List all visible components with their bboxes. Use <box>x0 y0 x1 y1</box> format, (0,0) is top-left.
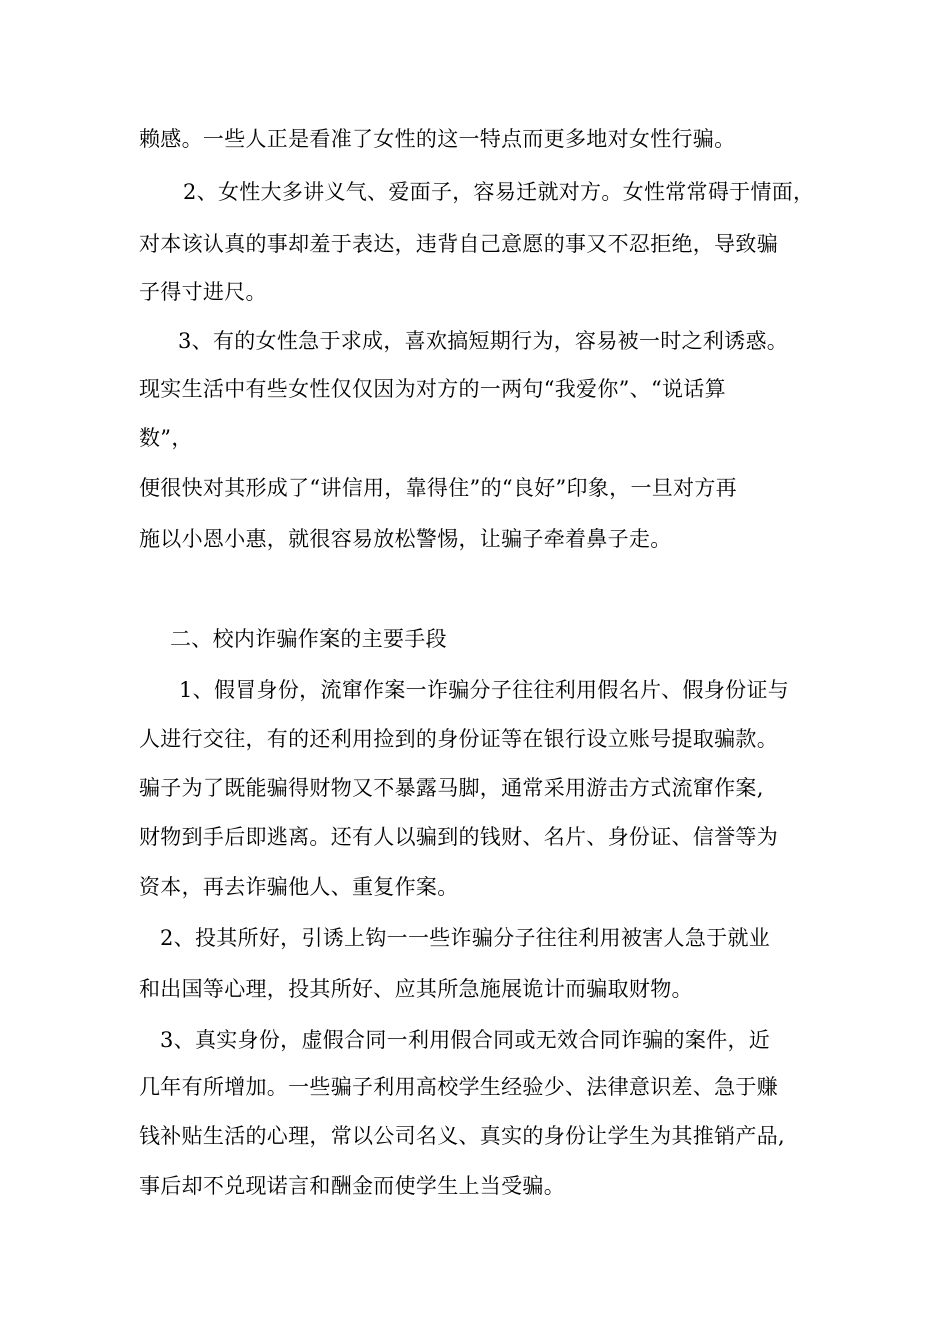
text-line-5: 3、有的女性急于求成，喜欢搞短期行为，容易被一时之利诱惑。 <box>178 329 789 353</box>
text-line-4: 子得寸进尺。 <box>139 280 267 304</box>
text-line-19: 几年有所增加。一些骗子利用高校学生经验少、法律意识差、急于赚 <box>139 1075 778 1099</box>
text-line-2: 2、女性大多讲义气、爱面子，容易迁就对方。女性常常碍于情面， <box>183 180 815 204</box>
text-line-13: 骗子为了既能骗得财物又不暴露马脚，通常采用游击方式流窜作案, <box>139 776 764 800</box>
text-line-1: 赖感。一些人正是看准了女性的这一特点而更多地对女性行骗。 <box>139 127 736 151</box>
text-line-15: 资本，再去诈骗他人、重复作案。 <box>139 875 459 899</box>
text-line-11: 1、假冒身份，流窜作案一诈骗分子往往利用假名片、假身份证与 <box>179 678 790 702</box>
text-line-16: 2、投其所好，引诱上钩一一些诈骗分子往往利用被害人急于就业 <box>160 926 771 950</box>
text-line-20: 钱补贴生活的心理，常以公司名义、真实的身份让学生为其推销产品, <box>139 1124 785 1148</box>
text-line-12: 人进行交往，有的还利用捡到的身份证等在银行设立账号提取骗款。 <box>139 727 778 751</box>
text-line-7: 数”， <box>139 426 193 450</box>
text-line-17: 和出国等心理，投其所好、应其所急施展诡计而骗取财物。 <box>139 977 693 1001</box>
text-line-9: 施以小恩小惠，就很容易放松警惕，让骗子牵着鼻子走。 <box>139 527 672 551</box>
text-line-21: 事后却不兑现诺言和酬金而使学生上当受骗。 <box>139 1174 565 1198</box>
text-line-3: 对本该认真的事却羞于表达，违背自己意愿的事又不忍拒绝，导致骗 <box>139 232 778 256</box>
section-heading: 二、校内诈骗作案的主要手段 <box>170 627 447 651</box>
text-line-14: 财物到手后即逃离。还有人以骗到的钱财、名片、身份证、信誉等为 <box>139 825 778 849</box>
text-line-8: 便很快对其形成了“讲信用，靠得住”的“良好”印象，一旦对方再 <box>139 476 737 500</box>
text-line-6: 现实生活中有些女性仅仅因为对方的一两句“我爱你”、“说话算 <box>139 377 726 401</box>
text-line-18: 3、真实身份，虚假合同一利用假合同或无效合同诈骗的案件，近 <box>160 1028 771 1052</box>
